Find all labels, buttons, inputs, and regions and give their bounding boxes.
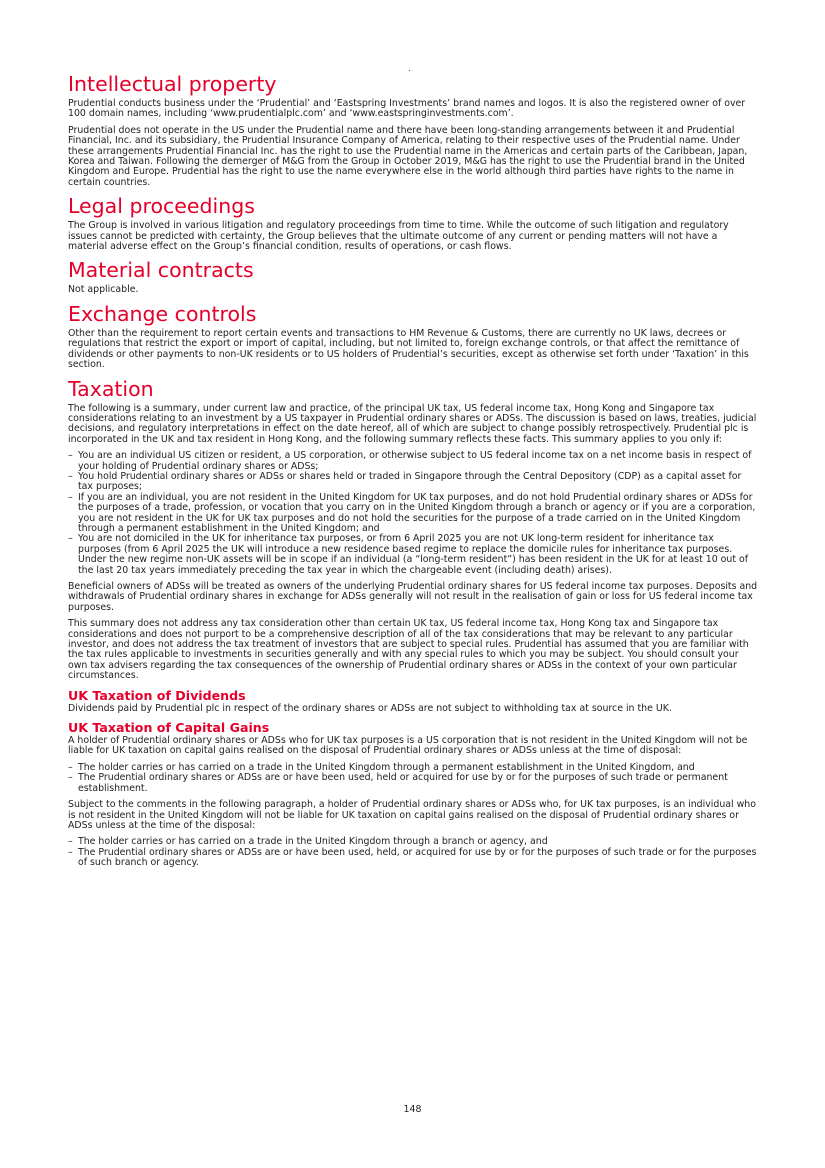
- paragraph: Prudential does not operate in the US under the Prudential name and there have been long-standing arrangements between it and Prudential Financial, Inc. and its subsidiary, the Prudential Insurance Company of America, relating to their respective uses of the Prudential name. Under these arrangements Prudential Financial Inc. has the right to use the Prudential name in the Americas and certain parts of the Caribbean, Japan, Korea and Taiwan. Following the demerger of M&G from the Group in October 2019, M&G has the right to use the Prudential brand in the United Kingdom and Europe. Prudential has the right to use the name everywhere else in the world although third parties have rights to the name in certain countries.: [68, 124, 748, 188]
- bullet-marker: –: [68, 846, 73, 858]
- list-item: – You hold Prudential ordinary shares or ADSs or shares held or traded in Singapore through the Central Depository (CDP) as a capital asset for tax purposes;: [68, 470, 742, 493]
- list-item: – You are not domiciled in the UK for inheritance tax purposes, or from 6 April 2025 you are not UK long-term resident for inheritance tax purposes (from 6 April 2025 the UK will introduce a new residence based regime to replace the domicile rules for inheritance tax purposes. Under the new regime non-UK assets will be in scope if an individual (a “long-term resident”) has been resident in the UK for at least 10 out of the last 20 tax years immediately preceding the tax year in which the chargeable event (including death) arises).: [68, 533, 749, 576]
- bullet-marker: –: [68, 450, 73, 462]
- page-number: 148: [403, 1104, 422, 1115]
- heading-taxation: Taxation: [68, 376, 154, 401]
- bullet-marker: –: [68, 470, 73, 482]
- individual-conditions-list: [68, 837, 758, 868]
- paragraph: The Group is involved in various litigation and regulatory proceedings from time to time. While the outcome of such litigation and regulatory issues cannot be predicted with certainty, the Group believes that the ultimate outcome of any current or pending matters will not have a material adverse effect on the Group’s financial condition, results of operations, or cash flows.: [68, 220, 729, 253]
- heading-uk-taxation-of-capital-gains: UK Taxation of Capital Gains: [68, 720, 270, 736]
- list-item: – The holder carries or has carried on a trade in the United Kingdom through a permanent establishment in the United Kingdom, and: [68, 761, 695, 773]
- bullet-marker: –: [68, 491, 73, 503]
- bullet-marker: –: [68, 533, 73, 545]
- list-item: – You are an individual US citizen or resident, a US corporation, or otherwise subject to US federal income tax on a net income basis in respect of your holding of Prudential ordinary shares or ADSs;: [68, 450, 752, 472]
- list-item: – If you are an individual, you are not resident in the United Kingdom for UK tax purposes, and do not hold Prudential ordinary shares or ADSs for the purposes of a trade, profession, or vocation that you carry on in the United Kingdom through a branch or agency or if you are a corporation, you are not resident in the UK for UK tax purposes and do not hold the securities for the purpose of a trade carried on in the United Kingdom through a permanent establishment in the United Kingdom; and: [68, 491, 756, 534]
- heading-exchange-controls: Exchange controls: [68, 301, 257, 326]
- stray-mark: [409, 70, 410, 71]
- paragraph: Prudential conducts business under the ‘Prudential’ and ‘Eastspring Investments’ brand names and logos. It is also the registered owner of over 100 domain names, including ‘www.prudentialplc.com’ and ‘www.eastspringinvestments.com’.: [68, 98, 746, 120]
- paragraph: A holder of Prudential ordinary shares or ADSs who for UK tax purposes is a US corporation that is not resident in the United Kingdom will not be liable for UK taxation on capital gains realised on the disposal of Prudential ordinary shares or ADSs unless at the time of disposal:: [68, 735, 748, 757]
- paragraph: The following is a summary, under current law and practice, of the principal UK tax, US federal income tax, Hong Kong and Singapore tax considerations relating to an investment by a US taxpayer in Prudential ordinary shares or ADSs. The discussion is based on laws, treaties, judicial decisions, and regulatory interpretations in effect on the date hereof, all of which are subject to change possibly retrospectively. Prudential plc is incorporated in the UK and tax resident in Hong Kong, and the following summary reflects these facts. This summary applies to you only if:: [68, 402, 757, 445]
- paragraph: Dividends paid by Prudential plc in respect of the ordinary shares or ADSs are not subject to withholding tax at source in the UK.: [68, 702, 672, 714]
- paragraph: This summary does not address any tax consideration other than certain UK tax, US federal income tax, Hong Kong tax and Singapore tax considerations and does not purport to be a comprehensive description of all of the tax considerations that may be relevant to any particular investor, and does not address the tax treatment of investors that are subject to special rules. Prudential has assumed that you are familiar with the tax rules applicable to investments in securities generally and with any special rules to which you may be subject. You should consult your own tax advisers regarding the tax consequences of the ownership of Prudential ordinary shares or ADSs in the context of your own particular circumstances.: [68, 618, 749, 682]
- paragraph: Beneficial owners of ADSs will be treated as owners of the underlying Prudential ordinary shares for US federal income tax purposes. Deposits and withdrawals of Prudential ordinary shares in exchange for ADSs generally will not result in the realisation of gain or loss for US federal income tax purposes.: [68, 581, 758, 613]
- list-item: – The Prudential ordinary shares or ADSs are or have been used, held, or acquired for use by or for the purposes of such trade or for the purposes of such branch or agency.: [68, 846, 757, 869]
- heading-legal-proceedings: Legal proceedings: [68, 194, 255, 219]
- paragraph: Other than the requirement to report certain events and transactions to HM Revenue & Customs, there are currently no UK laws, decrees or regulations that restrict the export or import of capital, including, but not limited to, foreign exchange controls, or that affect the remittance of dividends or other payments to non-UK residents or to US holders of Prudential’s securities, except as otherwise set forth under ‘Taxation’ in this section.: [68, 327, 749, 371]
- heading-uk-taxation-of-dividends: UK Taxation of Dividends: [68, 687, 246, 703]
- taxation-conditions-list: [68, 451, 758, 576]
- list-item: – The Prudential ordinary shares or ADSs are or have been used, held or acquired for use by or for the purposes of such trade or permanent establishment.: [68, 772, 728, 794]
- page-content: [68, 72, 758, 875]
- heading-intellectual-property: Intellectual property: [68, 72, 277, 96]
- heading-material-contracts: Material contracts: [68, 258, 254, 283]
- bullet-marker: –: [68, 772, 73, 784]
- list-item: – The holder carries or has carried on a trade in the United Kingdom through a branch or agency, and: [68, 836, 548, 848]
- paragraph: Subject to the comments in the following paragraph, a holder of Prudential ordinary shares or ADSs who, for UK tax purposes, is an individual who is not resident in the United Kingdom will not be liable for UK taxation on capital gains realised on the disposal of Prudential ordinary shares or ADSs unless at the time of the disposal:: [68, 799, 756, 831]
- bullet-marker: –: [68, 836, 73, 848]
- paragraph: Not applicable.: [68, 284, 139, 296]
- corporation-conditions-list: [68, 763, 758, 794]
- bullet-marker: –: [68, 761, 73, 773]
